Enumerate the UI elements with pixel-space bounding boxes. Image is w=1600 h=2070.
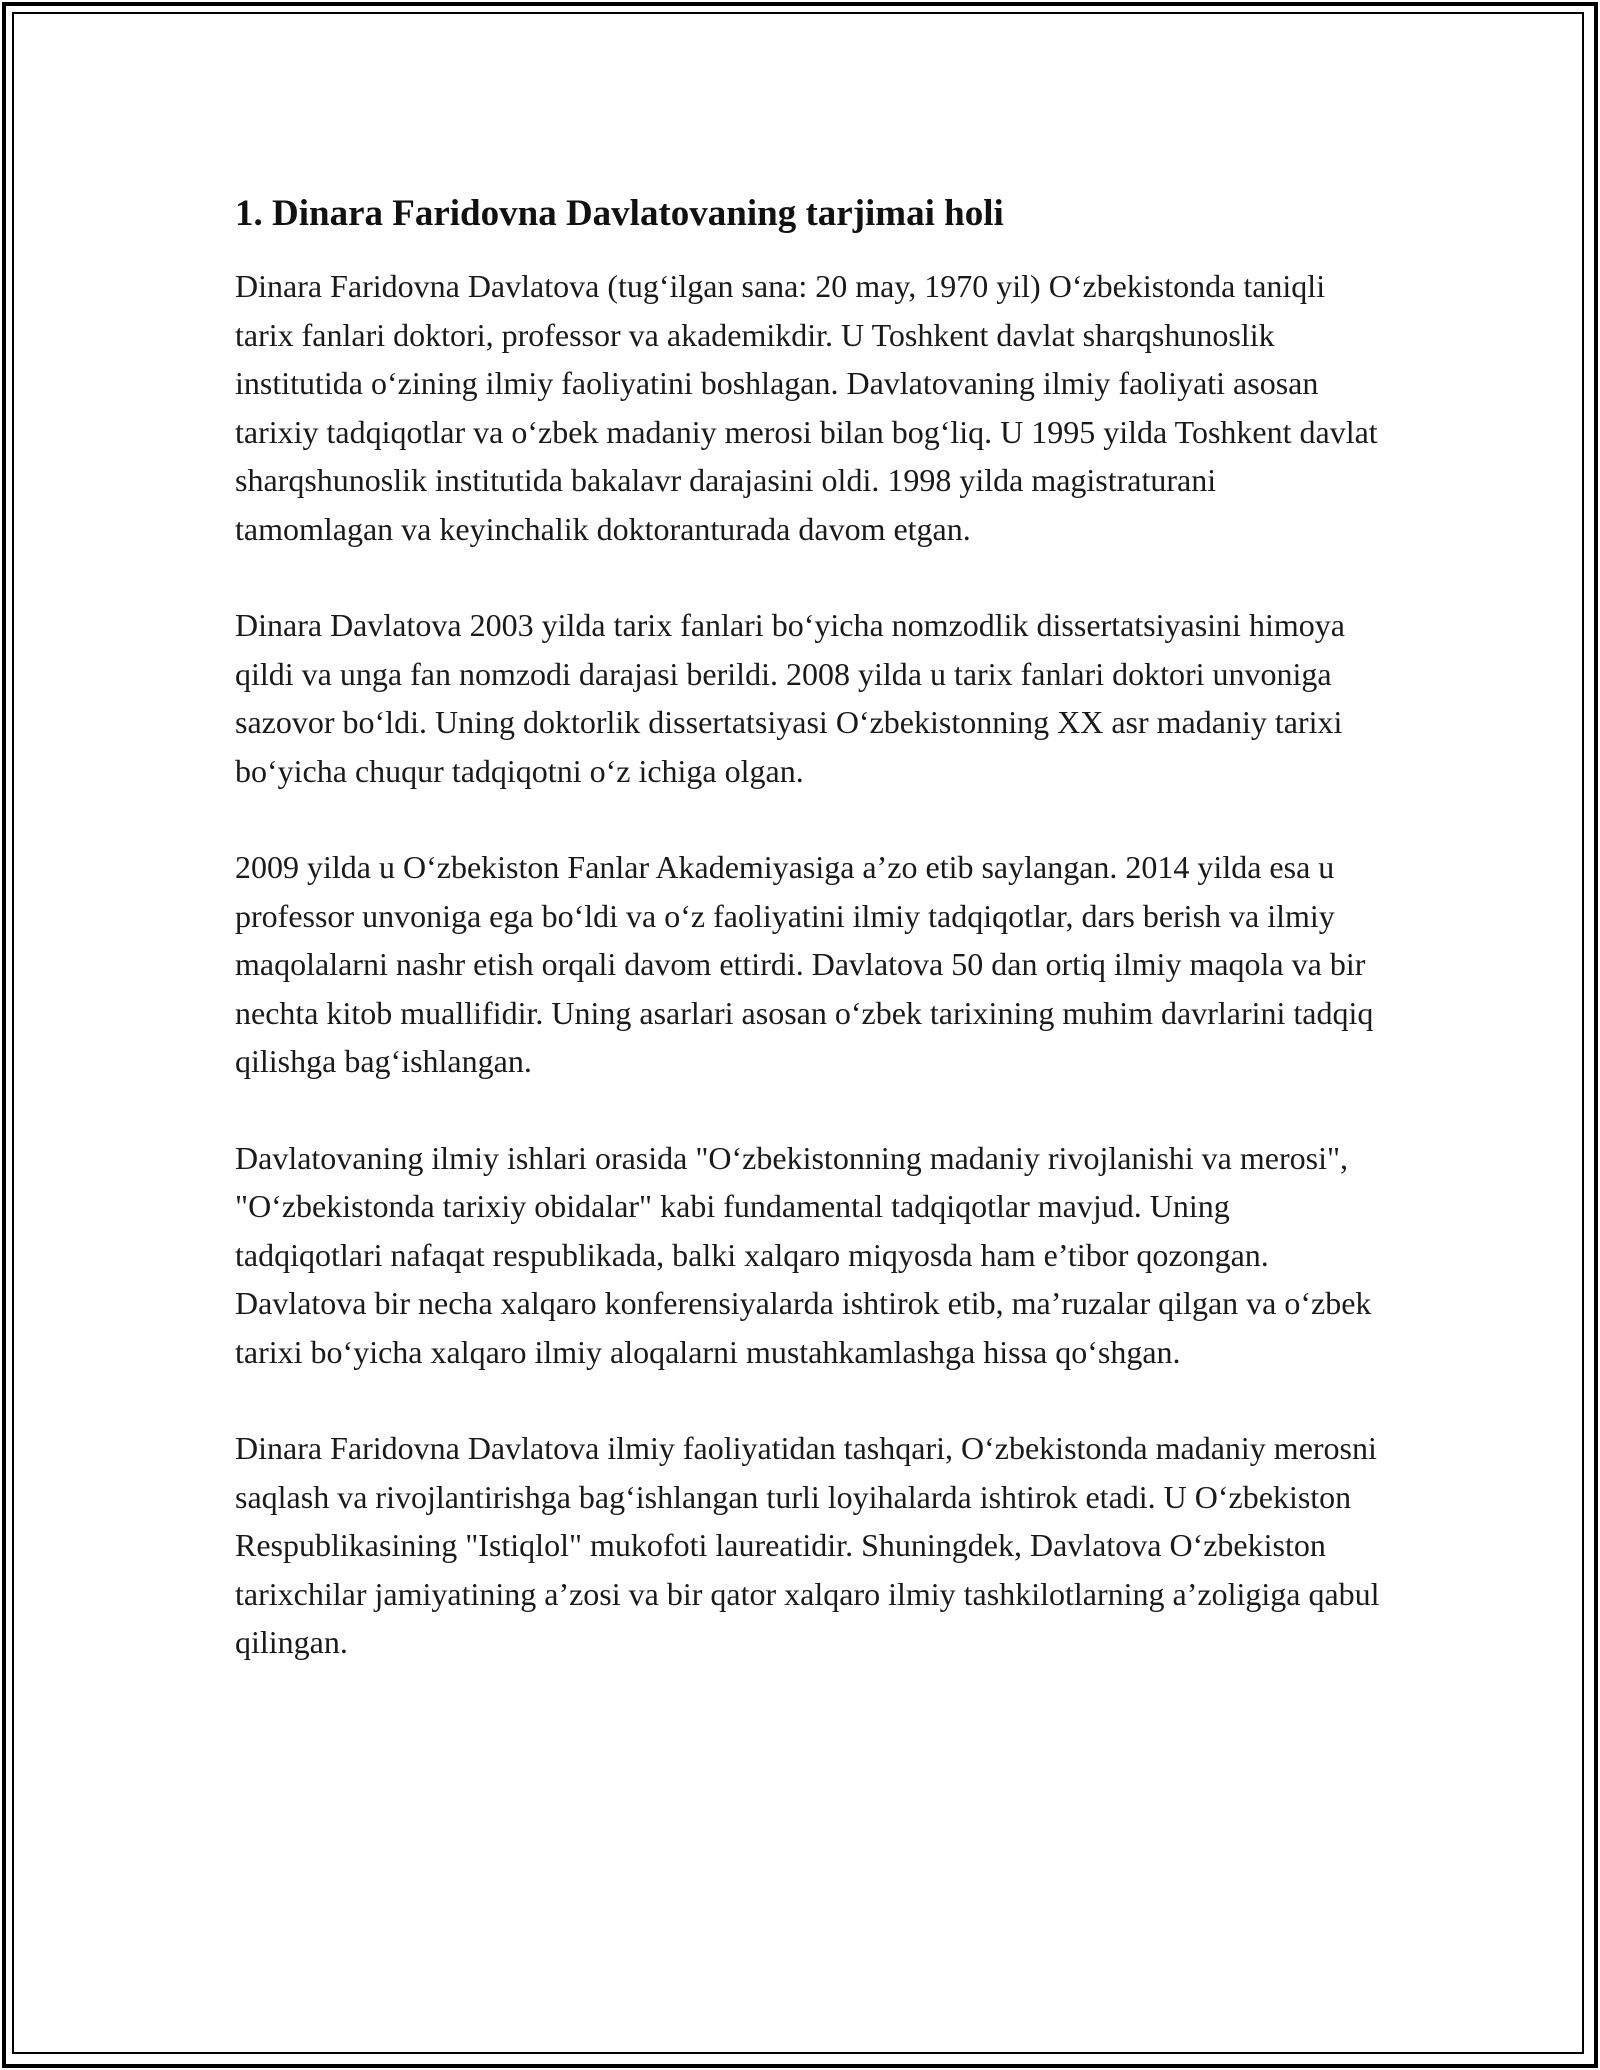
paragraph-academy-membership: 2009 yilda u O‘zbekiston Fanlar Akademiyasiga a’zo etib saylangan. 2014 yilda esa u professor unvoniga ega bo‘ldi va o‘z faoliyatini ilmiy tadqiqotlar, dars berish va ilmiy maqolalarni nashr etish orqali davom ettirdi. Davlatova 50 dan ortiq ilmiy maqola va bir nechta kitob muallifidir. Uning asarlari asosan o‘zbek tarixining muhim davrlarini tadqiq qilishga bag‘ishlangan.	[235, 849, 1374, 1079]
paragraph-heritage-activities: Dinara Faridovna Davlatova ilmiy faoliyatidan tashqari, O‘zbekistonda madaniy merosni saqlash va rivojlantirishga bag‘ishlangan turli loyihalarda ishtirok etadi. U O‘zbekiston Respublikasining "Istiqlol" mukofoti laureatidir. Shuningdek, Davlatova O‘zbekiston tarixchilar jamiyatining a’zosi va bir qator xalqaro ilmiy tashkilotlarning a’zoligiga qabul qilingan.	[235, 1430, 1380, 1660]
paragraph-biography-intro: Dinara Faridovna Davlatova (tug‘ilgan sana: 20 may, 1970 yil) O‘zbekistonda taniqli tarix fanlari doktori, professor va akademikdir. U Toshkent davlat sharqshunoslik institutida o‘zining ilmiy faoliyatini boshlagan. Davlatovaning ilmiy faoliyati asosan tarixiy tadqiqotlar va o‘zbek madaniy merosi bilan bog‘liq. U 1995 yilda Toshkent davlat sharqshunoslik institutida bakalavr darajasini oldi. 1998 yilda magistraturani tamomlagan va keyinchalik doktoranturada davom etgan.	[235, 268, 1378, 547]
document-body	[235, 186, 1380, 1715]
paragraph-dissertations: Dinara Davlatova 2003 yilda tarix fanlari bo‘yicha nomzodlik dissertatsiyasini himoya qildi va unga fan nomzodi darajasi berildi. 2008 yilda u tarix fanlari doktori unvoniga sazovor bo‘ldi. Uning doktorlik dissertatsiyasi O‘zbekistonning XX asr madaniy tarixi bo‘yicha chuqur tadqiqotni o‘z ichiga olgan.	[235, 607, 1345, 789]
paragraph-scientific-works: Davlatovaning ilmiy ishlari orasida "O‘zbekistonning madaniy rivojlanishi va merosi", "O‘zbekistonda tarixiy obidalar" kabi fundamental tadqiqotlar mavjud. Uning tadqiqotlari nafaqat respublikada, balki xalqaro miqyosda ham e’tibor qozongan. Davlatova bir necha xalqaro konferensiyalarda ishtirok etib, ma’ruzalar qilgan va o‘zbek tarixi bo‘yicha xalqaro ilmiy aloqalarni mustahkamlashga hissa qo‘shgan.	[235, 1139, 1372, 1370]
document-title: 1. Dinara Faridovna Davlatovaning tarjimai holi	[235, 193, 1004, 234]
